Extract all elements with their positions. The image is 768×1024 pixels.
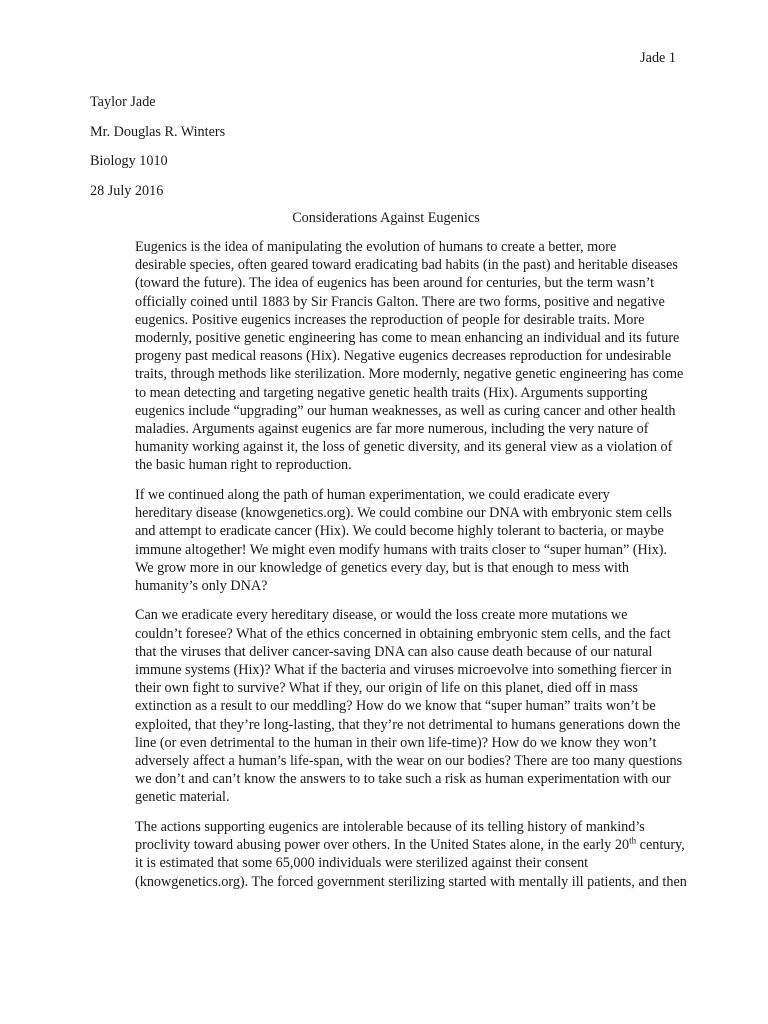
text-line: we don’t and can’t know the answers to to take such a risk as human experimentation with our: [135, 771, 671, 788]
text-line-with-superscript: [90, 835, 685, 854]
paper-body: [90, 238, 687, 902]
paper-title: Considerations Against Eugenics: [292, 210, 480, 226]
text-line: eugenics. Positive eugenics increases the reproduction of people for desirable traits. More: [135, 311, 645, 328]
text-line: maladies. Arguments against eugenics are far more numerous, including the very nature of: [135, 421, 649, 438]
paragraph-1: [90, 238, 682, 475]
text-line: their own fight to survive? What if they, our origin of life on this planet, died off in mass: [135, 680, 638, 697]
text-line: hereditary disease (knowgenetics.org). We could combine our DNA with embryonic stem cells: [135, 505, 672, 522]
text-line: genetic material.: [135, 789, 230, 806]
paragraph-3: [90, 606, 682, 806]
ordinal-superscript: th: [629, 835, 637, 846]
text-line: traits, through methods like sterilization. More modernly, negative genetic engineering has come: [135, 366, 684, 383]
text-fragment: century,: [636, 837, 685, 854]
running-head: Jade 1: [640, 50, 676, 66]
text-line: modernly, positive genetic engineering has come to mean enhancing an individual and its future: [135, 330, 680, 347]
paper-date: 28 July 2016: [90, 182, 164, 199]
course-name: Biology 1010: [90, 153, 168, 169]
text-line: extinction as a result to our meddling? How do we know that “super human” traits won’t be: [135, 698, 656, 715]
text-line: line (or even detrimental to the human in their own life-time)? How do we know they won’t: [135, 734, 657, 751]
text-line: (knowgenetics.org). The forced government sterilizing started with mentally ill patients, and then: [135, 873, 687, 890]
text-line: it is estimated that some 65,000 individuals were sterilized against their consent: [135, 855, 589, 872]
mla-heading: [90, 93, 225, 211]
text-line: exploited, that they’re long-lasting, that they’re not detrimental to humans generations down the: [135, 716, 681, 733]
text-fragment: proclivity toward abusing power over others. In the United States alone, in the early 20: [135, 837, 630, 854]
paragraph-4: [90, 818, 687, 891]
text-line: and attempt to eradicate cancer (Hix). We could become highly tolerant to bacteria, or maybe: [135, 523, 664, 540]
text-line: humanity’s only DNA?: [135, 577, 268, 594]
text-line: immune altogether! We might even modify humans with traits closer to “super human” (Hix).: [135, 541, 668, 558]
text-line: We grow more in our knowledge of genetics every day, but is that enough to mess with: [135, 559, 629, 576]
text-line: that the viruses that deliver cancer-saving DNA can also cause death because of our natural: [135, 643, 653, 660]
text-line: The actions supporting eugenics are intolerable because of its telling history of mankind’s: [135, 818, 645, 835]
text-line: desirable species, often geared toward eradicating bad habits (in the past) and heritable diseases: [135, 257, 678, 274]
text-line: eugenics include “upgrading” our human weaknesses, as well as curing cancer and other health: [135, 402, 676, 419]
text-line: couldn’t foresee? What of the ethics concerned in obtaining embryonic stem cells, and the fact: [135, 625, 671, 642]
text-line: (toward the future). The idea of eugenics has been around for centuries, but the term wasn’t: [135, 275, 655, 292]
text-line: Can we eradicate every hereditary disease, or would the loss create more mutations we: [135, 607, 628, 624]
text-line: immune systems (Hix)? What if the bacteria and viruses microevolve into something fiercer in: [135, 662, 672, 679]
instructor-name: Mr. Douglas R. Winters: [90, 123, 226, 140]
text-line: progeny past medical reasons (Hix). Negative eugenics decreases reproduction for undesirable: [135, 348, 672, 365]
student-name: Taylor Jade: [90, 94, 156, 110]
text-line: officially coined until 1883 by Sir Francis Galton. There are two forms, positive and negative: [135, 293, 665, 310]
text-line: If we continued along the path of human experimentation, we could eradicate every: [135, 486, 610, 503]
text-line: adversely affect a human’s life-span, with the wear on our bodies? There are too many questions: [135, 753, 683, 770]
paragraph-2: [90, 486, 682, 595]
text-line: to mean detecting and targeting negative genetic health traits (Hix). Arguments supporting: [135, 384, 648, 401]
text-line: the basic human right to reproduction.: [135, 457, 352, 474]
text-line: Eugenics is the idea of manipulating the evolution of humans to create a better, more: [135, 239, 617, 255]
text-line: humanity working against it, the loss of genetic diversity, and its general view as a violation of: [135, 439, 673, 456]
